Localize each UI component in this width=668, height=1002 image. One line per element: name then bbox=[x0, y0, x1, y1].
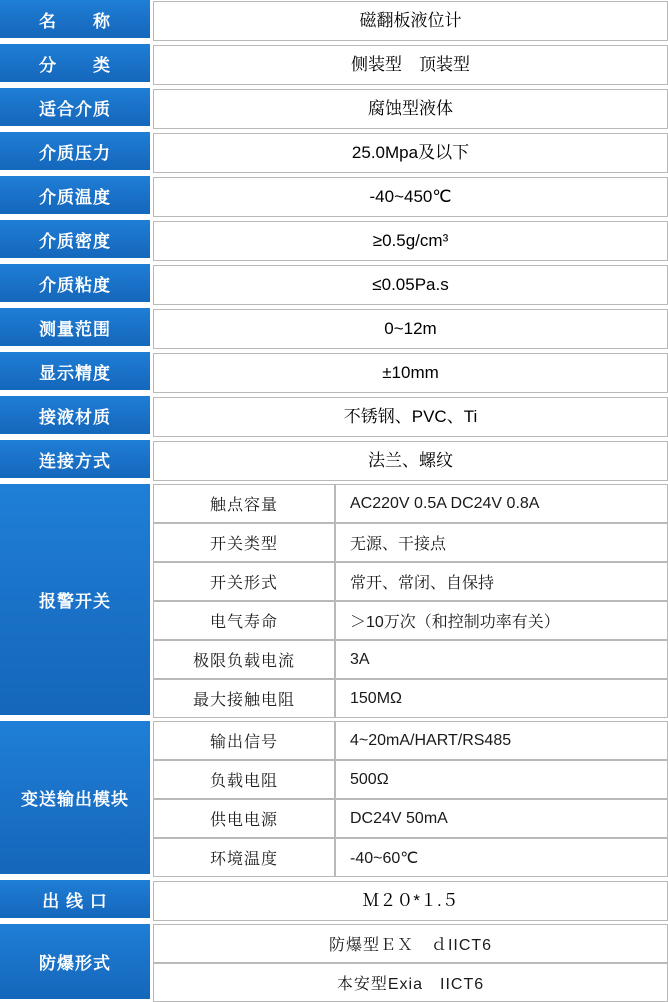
alarm-value-limit-load-current: 3A bbox=[335, 640, 668, 679]
table-row bbox=[0, 88, 668, 129]
row-value-wetted-material: 不锈钢、PVC、Ti bbox=[153, 397, 668, 437]
table-row bbox=[153, 601, 668, 640]
row-value-viscosity: ≤0.05Pa.s bbox=[153, 265, 668, 305]
row-value-cell bbox=[153, 880, 668, 921]
alarm-key-electrical-life: 电气寿命 bbox=[153, 601, 335, 640]
table-row bbox=[153, 640, 668, 679]
row-value-connection: 法兰、螺纹 bbox=[153, 441, 668, 481]
row-value-category: 侧装型 顶装型 bbox=[153, 45, 668, 85]
table-row bbox=[0, 176, 668, 217]
alarm-key-max-contact-resistance: 最大接触电阻 bbox=[153, 679, 335, 718]
row-label-connection: 连接方式 bbox=[0, 440, 153, 481]
alarm-value-max-contact-resistance: 150MΩ bbox=[335, 679, 668, 718]
group-label-alarm-switch: 报警开关 bbox=[0, 484, 153, 718]
row-label-range: 测量范围 bbox=[0, 308, 153, 349]
explosion-proof-group bbox=[0, 924, 668, 1002]
table-row bbox=[153, 721, 668, 760]
row-label-density: 介质密度 bbox=[0, 220, 153, 261]
row-value-cell bbox=[153, 44, 668, 85]
table-row bbox=[0, 352, 668, 393]
table-row bbox=[0, 132, 668, 173]
row-label-viscosity: 介质粘度 bbox=[0, 264, 153, 305]
transmitter-key-ambient-temperature: 环境温度 bbox=[153, 838, 335, 877]
table-row bbox=[153, 562, 668, 601]
row-value-cell bbox=[153, 440, 668, 481]
row-value-density: ≥0.5g/cm³ bbox=[153, 221, 668, 261]
transmitter-value-output-signal: 4~20mA/HART/RS485 bbox=[335, 721, 668, 760]
alarm-switch-group bbox=[0, 484, 668, 718]
row-value-cell bbox=[153, 264, 668, 305]
row-value-cell bbox=[153, 220, 668, 261]
transmitter-key-load-resistance: 负载电阻 bbox=[153, 760, 335, 799]
group-label-transmitter: 变送输出模块 bbox=[0, 721, 153, 877]
row-label-name: 名 称 bbox=[0, 0, 153, 41]
table-row bbox=[153, 799, 668, 838]
alarm-key-switch-type: 开关类型 bbox=[153, 523, 335, 562]
transmitter-value-ambient-temperature: -40~60℃ bbox=[335, 838, 668, 877]
transmitter-items bbox=[153, 721, 668, 877]
table-row bbox=[0, 440, 668, 481]
table-row bbox=[0, 220, 668, 261]
table-row bbox=[153, 963, 668, 1002]
row-value-cell bbox=[153, 0, 668, 41]
row-label-medium: 适合介质 bbox=[0, 88, 153, 129]
alarm-switch-items bbox=[153, 484, 668, 718]
row-value-accuracy: ±10mm bbox=[153, 353, 668, 393]
transmitter-value-power-supply: DC24V 50mA bbox=[335, 799, 668, 838]
transmitter-key-output-signal: 输出信号 bbox=[153, 721, 335, 760]
row-value-cell bbox=[153, 176, 668, 217]
table-row bbox=[0, 396, 668, 437]
alarm-value-electrical-life: ＞10万次（和控制功率有关） bbox=[335, 601, 668, 640]
alarm-value-contact-capacity: AC220V 0.5A DC24V 0.8A bbox=[335, 484, 668, 523]
alarm-switch-subtable bbox=[153, 484, 668, 718]
transmitter-key-power-supply: 供电电源 bbox=[153, 799, 335, 838]
row-value-pressure: 25.0Mpa及以下 bbox=[153, 133, 668, 173]
table-row bbox=[153, 484, 668, 523]
alarm-value-switch-type: 无源、干接点 bbox=[335, 523, 668, 562]
explosion-proof-subtable bbox=[153, 924, 668, 1002]
table-row bbox=[0, 264, 668, 305]
row-value-name: 磁翻板液位计 bbox=[153, 1, 668, 41]
row-label-outlet: 出 线 口 bbox=[0, 880, 153, 921]
row-value-cell bbox=[153, 132, 668, 173]
row-label-category: 分 类 bbox=[0, 44, 153, 85]
transmitter-subtable bbox=[153, 721, 668, 877]
group-label-explosion-proof: 防爆形式 bbox=[0, 924, 153, 1002]
row-value-cell bbox=[153, 352, 668, 393]
alarm-key-switch-form: 开关形式 bbox=[153, 562, 335, 601]
table-row bbox=[0, 44, 668, 85]
table-row bbox=[0, 308, 668, 349]
table-row bbox=[0, 0, 668, 41]
transmitter-group bbox=[0, 721, 668, 877]
row-label-temperature: 介质温度 bbox=[0, 176, 153, 217]
row-label-accuracy: 显示精度 bbox=[0, 352, 153, 393]
row-value-temperature: -40~450℃ bbox=[153, 177, 668, 217]
row-value-cell bbox=[153, 396, 668, 437]
row-value-range: 0~12m bbox=[153, 309, 668, 349]
row-value-cell bbox=[153, 88, 668, 129]
alarm-key-limit-load-current: 极限负载电流 bbox=[153, 640, 335, 679]
row-value-cell bbox=[153, 308, 668, 349]
alarm-value-switch-form: 常开、常闭、自保持 bbox=[335, 562, 668, 601]
table-row bbox=[153, 838, 668, 877]
explosion-proof-items bbox=[153, 924, 668, 1002]
table-row bbox=[153, 523, 668, 562]
explosion-proof-value-exia: 本安型Exia IICT6 bbox=[153, 963, 668, 1002]
row-value-outlet: Ｍ２０*１.５ bbox=[153, 881, 668, 921]
row-label-wetted-material: 接液材质 bbox=[0, 396, 153, 437]
table-row bbox=[0, 880, 668, 921]
explosion-proof-value-ex-d: 防爆型ＥＸ ｄIICT6 bbox=[153, 924, 668, 963]
table-row bbox=[153, 924, 668, 963]
row-value-medium: 腐蚀型液体 bbox=[153, 89, 668, 129]
alarm-key-contact-capacity: 触点容量 bbox=[153, 484, 335, 523]
table-row bbox=[153, 760, 668, 799]
row-label-pressure: 介质压力 bbox=[0, 132, 153, 173]
transmitter-value-load-resistance: 500Ω bbox=[335, 760, 668, 799]
table-row bbox=[153, 679, 668, 718]
